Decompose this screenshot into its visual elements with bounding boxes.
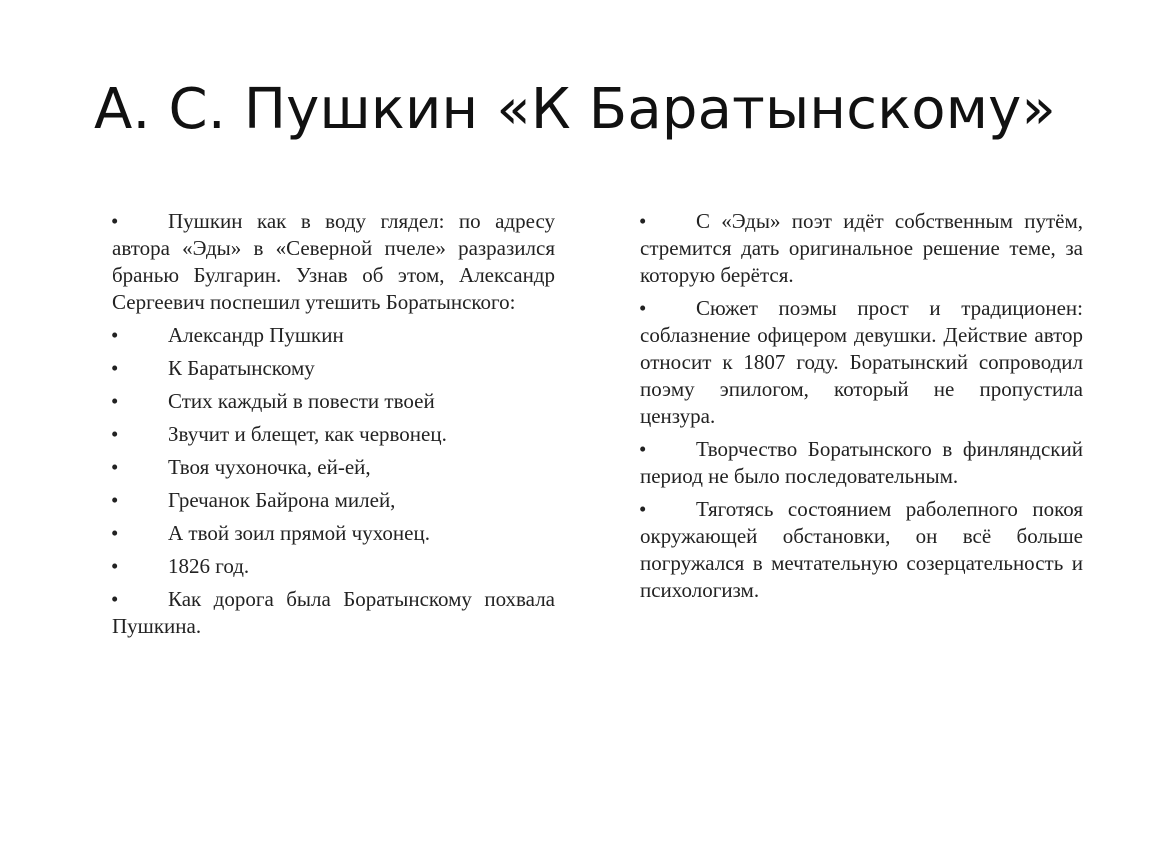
bullet-text: Александр Пушкин	[168, 323, 344, 347]
bullet-text: Сюжет поэмы прост и традиционен: соблазнение офицером девушки. Действие автор относит к 1807 году. Боратынский сопроводил поэму эпилогом, который не пропустила цензура.	[640, 296, 1083, 428]
bullet-item	[640, 208, 1083, 289]
bullet-item	[112, 586, 555, 640]
bullet-icon: •	[111, 323, 119, 347]
bullet-item	[112, 388, 555, 415]
bullet-icon: •	[111, 488, 119, 512]
bullet-icon: •	[111, 521, 119, 545]
bullet-text: Звучит и блещет, как червонец.	[168, 422, 447, 446]
bullet-icon: •	[639, 296, 647, 320]
right-column	[640, 208, 1083, 610]
bullet-text: Как дорога была Боратынскому похвала Пушкина.	[112, 587, 555, 638]
bullet-icon: •	[111, 209, 119, 233]
bullet-text: С «Эды» поэт идёт собственным путём, стремится дать оригинальное решение теме, за которую берётся.	[640, 209, 1083, 287]
bullet-icon: •	[639, 209, 647, 233]
bullet-item	[640, 295, 1083, 430]
bullet-text: 1826 год.	[168, 554, 250, 578]
bullet-item	[112, 355, 555, 382]
bullet-item	[112, 454, 555, 481]
bullet-text: Твоя чухоночка, ей-ей,	[168, 455, 371, 479]
left-column	[112, 208, 555, 646]
bullet-item	[112, 208, 555, 316]
bullet-icon: •	[111, 455, 119, 479]
bullet-item	[640, 436, 1083, 490]
bullet-text: Гречанок Байрона милей,	[168, 488, 396, 512]
bullet-text: Стих каждый в повести твоей	[168, 389, 435, 413]
bullet-icon: •	[111, 356, 119, 380]
bullet-item	[112, 553, 555, 580]
bullet-item	[112, 322, 555, 349]
bullet-item	[112, 487, 555, 514]
bullet-icon: •	[111, 587, 119, 611]
bullet-text: А твой зоил прямой чухонец.	[168, 521, 430, 545]
slide-title: А. С. Пушкин «К Баратынскому»	[94, 77, 1056, 142]
bullet-item	[640, 496, 1083, 604]
bullet-text: Пушкин как в воду глядел: по адресу автора «Эды» в «Северной пчеле» разразился бранью Булгарин. Узнав об этом, Александр Сергеевич поспешил утешить Боратынского:	[112, 209, 555, 314]
bullet-icon: •	[111, 554, 119, 578]
bullet-icon: •	[639, 437, 647, 461]
bullet-icon: •	[111, 422, 119, 446]
bullet-icon: •	[639, 497, 647, 521]
bullet-item	[112, 520, 555, 547]
bullet-text: Тяготясь состоянием раболепного покоя окружающей обстановки, он всё больше погружался в мечтательную созерцательность и психологизм.	[640, 497, 1083, 602]
bullet-item	[112, 421, 555, 448]
bullet-icon: •	[111, 389, 119, 413]
bullet-text: К Баратынскому	[168, 356, 315, 380]
bullet-text: Творчество Боратынского в финляндский период не было последовательным.	[640, 437, 1083, 488]
